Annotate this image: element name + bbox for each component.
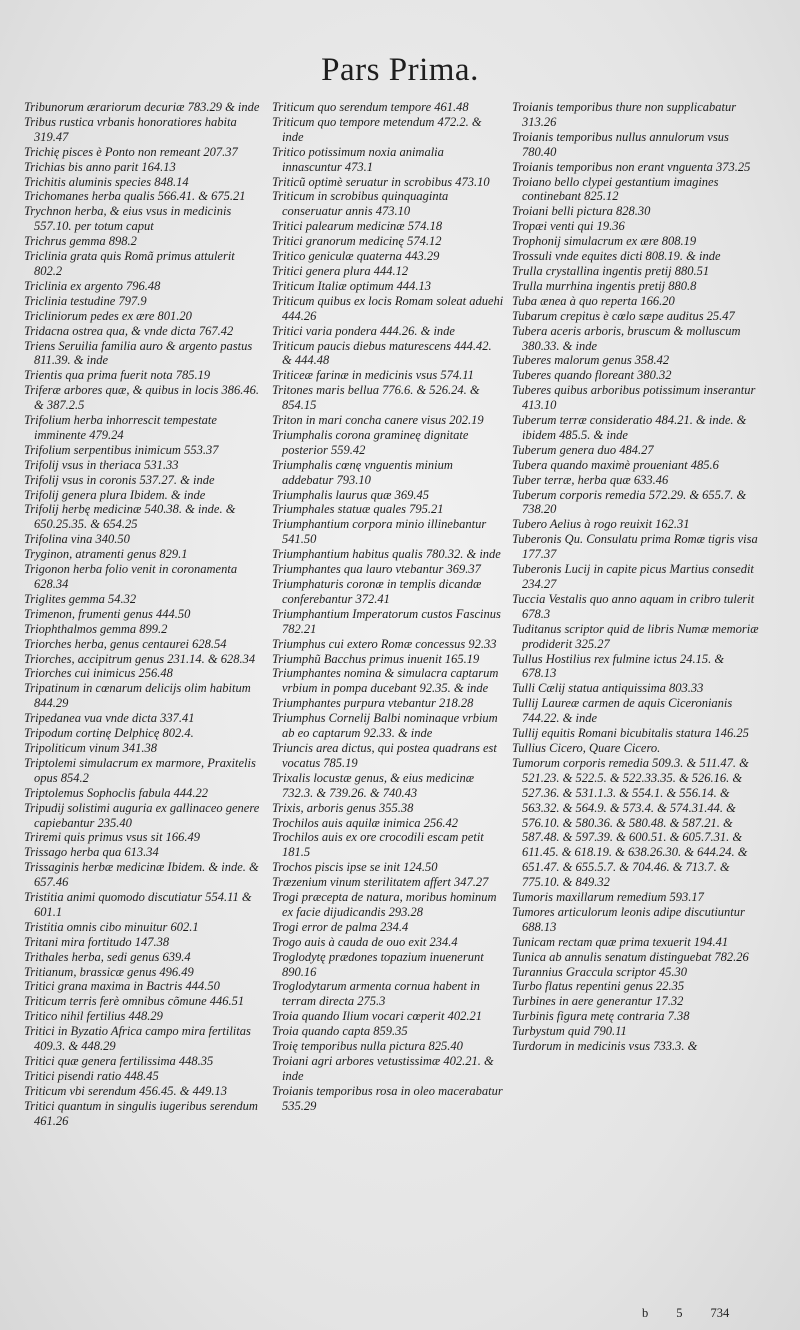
index-entry: Triumphalis cœnę vnguentis minium addebatur 793.10 xyxy=(272,457,453,487)
index-entry: Tuberes quibus arboribus potissimum inserantur 413.10 xyxy=(512,383,756,413)
index-entry: Triens Seruilia familia auro & argento pastus 811.39. & inde xyxy=(24,338,253,368)
index-entry: Trifolina vina 340.50 xyxy=(24,532,130,547)
index-entry: Tropæi venti qui 19.36 xyxy=(512,219,625,234)
index-entry: Tullij equitis Romani bicubitalis statura 146.25 xyxy=(512,726,749,741)
index-entry: Trifolium serpentibus inimicum 553.37 xyxy=(24,442,219,457)
index-entry: Tullius Cicero, Quare Cicero. xyxy=(512,740,661,755)
index-column-3 xyxy=(512,100,760,1054)
index-entry: Turannius Graccula scriptor 45.30 xyxy=(512,964,688,979)
index-entry: Troię temporibus nulla pictura 825.40 xyxy=(272,1039,463,1054)
index-entry: Tritici quæ genera fertilissima 448.35 xyxy=(24,1054,214,1068)
index-entry: Trigonon herba folio venit in coronamenta 628.34 xyxy=(24,562,238,591)
index-entry: Triferæ arbores quæ, & quibus in locis 386.46. & 387.2.5 xyxy=(24,383,259,413)
index-entry: Tridacna ostrea qua, & vnde dicta 767.42 xyxy=(24,323,234,338)
index-entry: Troianis temporibus non erant vnguenta 373.25 xyxy=(512,159,751,174)
index-entry: Tuberum genera duo 484.27 xyxy=(512,442,654,457)
index-entry: Tritici in Byzatio Africa campo mira fertilitas 409.3. & 448.29 xyxy=(24,1024,251,1054)
index-entry: Triumphus cui extero Romæ concessus 92.33 xyxy=(272,636,497,651)
index-entry: Tricliniorum pedes ex ære 801.20 xyxy=(24,308,192,323)
index-entry: Troia quando capta 859.35 xyxy=(272,1024,408,1039)
index-entry: Tuberes quando floreant 380.32 xyxy=(512,368,672,383)
index-entry: Trichitis aluminis species 848.14 xyxy=(24,174,189,189)
page-footer xyxy=(642,1306,729,1321)
index-entry: Turdorum in medicinis vsus 733.3. & xyxy=(512,1039,698,1054)
index-entry: Trientis qua prima fuerit nota 785.19 xyxy=(24,368,211,383)
index-entry: Triorches herba, genus centaurei 628.54 xyxy=(24,636,227,651)
index-entry: Tubera quando maximè proueniant 485.6 xyxy=(512,457,719,472)
index-entry: Trifolij vsus in theriaca 531.33 xyxy=(24,457,179,472)
index-entry: Triticum Italiæ optimum 444.13 xyxy=(272,278,432,293)
index-entry: Trithales herba, sedi genus 639.4 xyxy=(24,949,191,964)
index-entry: Triglites gemma 54.32 xyxy=(24,591,137,606)
index-entry: Troiani belli pictura 828.30 xyxy=(512,204,651,219)
index-entry: Trissaginis herbæ medicinæ Ibidem. & inde. & 657.46 xyxy=(24,860,259,890)
index-entry: Trixalis locustæ genus, & eius medicinæ 732.3. & 739.26. & 740.43 xyxy=(272,770,475,800)
index-column-1 xyxy=(24,100,264,1129)
index-entry: Triticum in scrobibus quinquaginta conseruatur annis 473.10 xyxy=(272,189,449,219)
index-entry: Tristitia animi quomodo discutiatur 554.11 & 601.1 xyxy=(24,890,252,919)
index-entry: Trifolium herba inhorrescit tempestate imminente 479.24 xyxy=(24,413,217,442)
index-entry: Trichię pisces è Ponto non remeant 207.37 xyxy=(24,144,238,159)
index-entry: Triuncis area dictus, qui postea quadrans est vocatus 785.19 xyxy=(272,740,497,770)
index-entry: Tritones maris bellua 776.6. & 526.24. & 854.15 xyxy=(272,383,480,413)
index-entry: Triumphantes qua lauro vtebantur 369.37 xyxy=(272,562,481,577)
index-entry: Tuba ænea à quo reperta 166.20 xyxy=(512,293,675,308)
index-entry: Tritici grana maxima in Bactris 444.50 xyxy=(24,979,220,994)
index-entry: Trixis, arboris genus 355.38 xyxy=(272,800,414,815)
index-entry: Trulla crystallina ingentis pretij 880.51 xyxy=(512,263,710,278)
index-entry: Triclinia grata quis Romã primus attulerit 802.2 xyxy=(24,249,235,278)
index-entry: Triticũ optimè seruatur in scrobibus 473.10 xyxy=(272,174,490,189)
index-entry: Tuccia Vestalis quo anno aquam in cribro tulerit 678.3 xyxy=(512,591,755,621)
index-entry: Triorches cui inimicus 256.48 xyxy=(24,666,173,681)
index-entry: Trogi præcepta de natura, moribus hominum ex facie dijudicandis 293.28 xyxy=(272,890,497,919)
index-entry: Troglodytę prædones topazium inuenerunt 890.16 xyxy=(272,949,484,979)
index-entry: Turbinis figura metę contraria 7.38 xyxy=(512,1009,690,1024)
index-entry: Trychnon herba, & eius vsus in medicinis 557.10. per totum caput xyxy=(24,204,232,234)
index-entry: Trochos piscis ipse se init 124.50 xyxy=(272,860,438,875)
index-entry: Triumphantes purpura vtebantur 218.28 xyxy=(272,696,474,711)
index-entry: Triton in mari concha canere visus 202.19 xyxy=(272,413,484,428)
index-entry: Tritani mira fortitudo 147.38 xyxy=(24,934,170,949)
index-entry: Triumphantium Imperatorum custos Fascinus 782.21 xyxy=(272,606,501,636)
index-entry: Tuberonis Lucij in capite picus Martius consedit 234.27 xyxy=(512,562,754,591)
index-entry: Tunica ab annulis senatum distinguebat 782.26 xyxy=(512,949,749,964)
index-entry: Trifolij vsus in coronis 537.27. & inde xyxy=(24,472,215,487)
index-entry: Trogo auis à cauda de ouo exit 234.4 xyxy=(272,934,458,949)
index-entry: Tribus rustica vrbanis honoratiores habita 319.47 xyxy=(24,114,237,144)
index-entry: Trichias bis anno parit 164.13 xyxy=(24,159,176,174)
index-entry: Tuber terræ, herba quæ 633.46 xyxy=(512,472,669,487)
index-entry: Triticum quo tempore metendum 472.2. & inde xyxy=(272,114,482,144)
index-entry: Tuberes malorum genus 358.42 xyxy=(512,353,670,368)
index-entry: Turbo flatus repentini genus 22.35 xyxy=(512,979,685,994)
index-entry: Tritici granorum medicinę 574.12 xyxy=(272,234,442,249)
page-title: Pars Prima. xyxy=(321,52,479,88)
index-entry: Triclinia ex argento 796.48 xyxy=(24,278,161,293)
index-entry: Tritico potissimum noxia animalia innascuntur 473.1 xyxy=(272,144,444,174)
index-entry: Triumphus Cornelij Balbi nominaque vrbium ab eo captarum 92.33. & inde xyxy=(272,711,498,741)
index-entry: Triptolemus Sophoclis fabula 444.22 xyxy=(24,785,209,800)
index-entry: Tuberonis Qu. Consulatu prima Romæ tigris visa 177.37 xyxy=(512,532,758,562)
index-entry: Triumphalis corona gramineę dignitate posterior 559.42 xyxy=(272,427,469,457)
index-entry: Tubarum crepitus è cœlo sæpe auditus 25.47 xyxy=(512,308,735,323)
index-entry: Tritici pisendi ratio 448.45 xyxy=(24,1068,159,1083)
signature-mark: b xyxy=(642,1306,649,1320)
index-entry: Troianis temporibus thure non supplicabatur 313.26 xyxy=(512,100,737,129)
index-entry: Tribunorum ærariorum decuriæ 783.29 & inde xyxy=(24,100,260,114)
index-entry: Tripodum cortinę Delphicę 802.4. xyxy=(24,726,194,741)
index-entry: Tunicam rectam quæ prima texuerit 194.41 xyxy=(512,934,729,949)
index-entry: Troia quando Ilium vocari cœperit 402.21 xyxy=(272,1009,482,1024)
index-entry: Trulla murrhina ingentis pretij 880.8 xyxy=(512,278,697,293)
index-entry: Trichrus gemma 898.2 xyxy=(24,234,137,249)
index-entry: Troianis temporibus nullus annulorum vsus 780.40 xyxy=(512,129,729,159)
index-entry: Triumphũ Bacchus primus inuenit 165.19 xyxy=(272,651,480,666)
index-entry: Triumphantium habitus qualis 780.32. & inde xyxy=(272,547,501,562)
catchword: 734 xyxy=(710,1306,730,1320)
index-entry: Tuditanus scriptor quid de libris Numæ memoriæ prodiderit 325.27 xyxy=(512,621,759,651)
index-entry: Trifolij herbę medicinæ 540.38. & inde. & 650.25.35. & 654.25 xyxy=(24,502,236,532)
index-entry: Triticum vbi serendum 456.45. & 449.13 xyxy=(24,1083,228,1098)
index-entry: Triumphaturis coronæ in templis dicandæ conferebantur 372.41 xyxy=(272,577,482,606)
index-entry: Trimenon, frumenti genus 444.50 xyxy=(24,606,191,621)
index-entry: Tripudij solistimi auguria ex gallinaceo genere capiebantur 235.40 xyxy=(24,800,260,830)
index-entry: Turbines in aere generantur 17.32 xyxy=(512,994,684,1009)
index-entry: Tritici quantum in singulis iugeribus serendum 461.26 xyxy=(24,1098,258,1128)
index-entry: Tristitia omnis cibo minuitur 602.1 xyxy=(24,919,199,934)
index-entry: Tritici varia pondera 444.26. & inde xyxy=(272,323,455,338)
index-entry: Tritici palearum medicinæ 574.18 xyxy=(272,219,443,234)
index-entry: Troiano bello clypei gestantium imagines continebant 825.12 xyxy=(512,174,719,204)
index-entry: Triorches, accipitrum genus 231.14. & 628.34 xyxy=(24,651,256,666)
index-entry: Triclinia testudine 797.9 xyxy=(24,293,147,308)
index-entry: Tritico geniculæ quaterna 443.29 xyxy=(272,249,440,264)
index-entry: Triumphantes nomina & simulacra captarum vrbium in pompa ducebant 92.35. & inde xyxy=(272,666,499,696)
index-entry: Tripatinum in cœnarum delicijs olim habitum 844.29 xyxy=(24,681,251,711)
index-entry: Tubero Aelius à rogo reuixit 162.31 xyxy=(512,517,690,532)
index-entry: Triumphales statuæ quales 795.21 xyxy=(272,502,444,517)
index-entry: Triremi quis primus vsus sit 166.49 xyxy=(24,830,200,845)
index-entry: Tullus Hostilius rex fulmine ictus 24.15. & 678.13 xyxy=(512,651,725,681)
index-entry: Tryginon, atramenti genus 829.1 xyxy=(24,547,188,562)
index-entry: Triticeæ farinæ in medicinis vsus 574.11 xyxy=(272,368,474,383)
index-entry: Triticum paucis diebus maturescens 444.42. & 444.48 xyxy=(272,338,492,368)
index-entry: Triophthalmos gemma 899.2 xyxy=(24,621,168,636)
index-entry: Trissago herba qua 613.34 xyxy=(24,845,159,860)
index-entry: Tulli Cælij statua antiquissima 803.33 xyxy=(512,681,704,696)
index-entry: Tritici genera plura 444.12 xyxy=(272,263,409,278)
index-entry: Troiani agri arbores vetustissimæ 402.21. & inde xyxy=(272,1054,494,1083)
index-entry: Troianis temporibus rosa in oleo macerabatur 535.29 xyxy=(272,1083,503,1113)
index-entry: Tuberum corporis remedia 572.29. & 655.7. & 738.20 xyxy=(512,487,747,517)
index-entry: Trichomanes herba qualis 566.41. & 675.21 xyxy=(24,189,246,204)
index-entry: Triticum quo serendum tempore 461.48 xyxy=(272,100,469,114)
index-column-2 xyxy=(272,100,504,1114)
index-entry: Tumores articulorum leonis adipe discutiuntur 688.13 xyxy=(512,904,745,934)
index-entry: Triticum terris ferè omnibus cõmune 446.51 xyxy=(24,994,245,1009)
index-entry: Tumoris maxillarum remedium 593.17 xyxy=(512,890,704,905)
index-entry: Trossuli vnde equites dicti 808.19. & inde xyxy=(512,249,721,264)
index-entry: Trifolij genera plura Ibidem. & inde xyxy=(24,487,206,502)
index-entry: Tubera aceris arboris, bruscum & molluscum 380.33. & inde xyxy=(512,323,741,353)
index-entry: Troglodytarum armenta cornua habent in terram directa 275.3 xyxy=(272,979,480,1009)
index-entry: Trogi error de palma 234.4 xyxy=(272,919,409,934)
index-entry: Tuberum terræ consideratio 484.21. & inde. & ibidem 485.5. & inde xyxy=(512,413,747,442)
index-entry: Trochilos auis ex ore crocodili escam petit 181.5 xyxy=(272,830,484,860)
index-entry: Triticum quibus ex locis Romam soleat aduehi 444.26 xyxy=(272,293,504,323)
index-entry: Træzenium vinum sterilitatem affert 347.27 xyxy=(272,875,489,890)
index-entry: Tumorum corporis remedia 509.3. & 511.47. & 521.23. & 522.5. & 522.33.35. & 526.16. & 527.36. & 531.1.3. & 554.1. & 556.14. & 563.32. & 564.9. & 573.4. & 574.31.44. & 576.10. & 580.36. & 580.48. & 587.21. & 587.48. & 597.39. & 600.51. & 605.7.31. & 611.45. & 618.19. & 638.26.30. & 644.24. & 651.47. & 655.5.7. & 704.46. & 713.7. & 775.10. & 849.32 xyxy=(512,755,749,890)
index-entry: Triumphantium corpora minio illinebantur 541.50 xyxy=(272,517,487,547)
index-entry: Tripoliticum vinum 341.38 xyxy=(24,740,157,755)
index-entry: Tritico nihil fertilius 448.29 xyxy=(24,1009,163,1024)
index-entry: Trophonij simulacrum ex ære 808.19 xyxy=(512,234,697,249)
index-entry: Tripedanea vua vnde dicta 337.41 xyxy=(24,711,195,726)
index-entry: Triptolemi simulacrum ex marmore, Praxitelis opus 854.2 xyxy=(24,755,256,785)
index-entry: Tritianum, brassicæ genus 496.49 xyxy=(24,964,194,979)
index-entry: Turbystum quid 790.11 xyxy=(512,1024,627,1039)
signature-number: 5 xyxy=(676,1306,683,1320)
index-entry: Trochilos auis aquilæ inimica 256.42 xyxy=(272,815,459,830)
index-entry: Triumphalis laurus quæ 369.45 xyxy=(272,487,429,502)
index-entry: Tullij Laureæ carmen de aquis Ciceronianis 744.22. & inde xyxy=(512,696,733,726)
